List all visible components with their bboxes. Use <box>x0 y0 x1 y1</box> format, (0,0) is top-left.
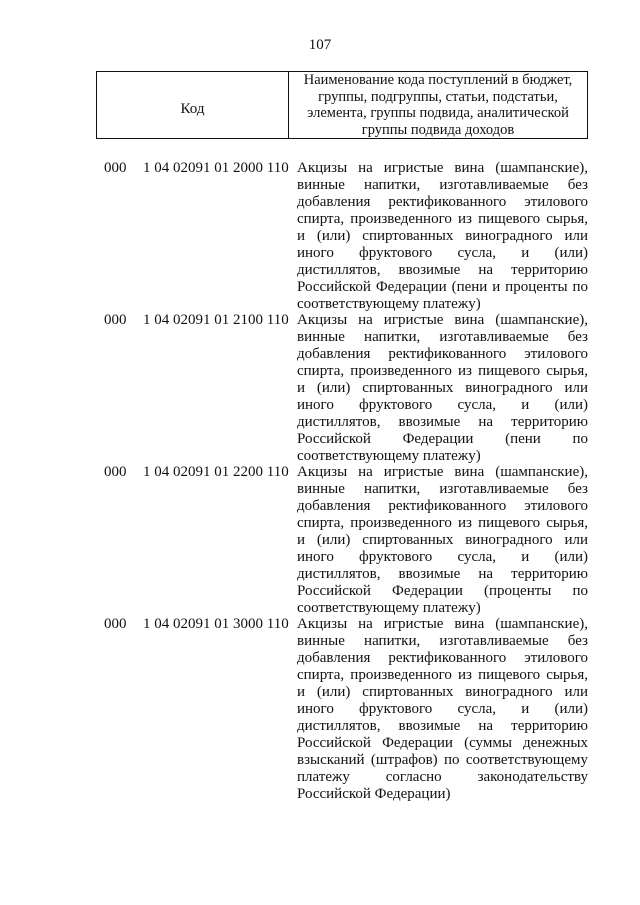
table-row <box>0 616 640 806</box>
row-description: Акцизы на игристые вина (шампанские), винные напитки, изготавливаемые без добавления ректификованного этилового спирта, произведенного из пищевого сырья, и (или) спиртованных виноградного или иного фруктового сусла, и (или) дистиллятов, ввозимые на территорию Российской Федерации (проценты по соответствующему платежу) <box>297 464 588 616</box>
row-description: Акцизы на игристые вина (шампанские), винные напитки, изготавливаемые без добавления ректификованного этилового спирта, произведенного из пищевого сырья, и (или) спиртованных виноградного или иного фруктового сусла, и (или) дистиллятов, ввозимые на территорию Российской Федерации (пени по соответствующему платежу) <box>297 312 588 464</box>
row-group-code: 000 <box>104 312 127 328</box>
table-row <box>0 160 640 312</box>
row-revenue-code: 1 04 02091 01 3000 110 <box>143 616 289 632</box>
row-revenue-code: 1 04 02091 01 2000 110 <box>143 160 289 176</box>
table-body <box>0 160 640 806</box>
row-revenue-code: 1 04 02091 01 2200 110 <box>143 464 289 480</box>
row-description: Акцизы на игристые вина (шампанские), винные напитки, изготавливаемые без добавления ректификованного этилового спирта, произведенного из пищевого сырья, и (или) спиртованных виноградного или иного фруктового сусла, и (или) дистиллятов, ввозимые на территорию Российской Федерации (суммы денежных взысканий (штрафов) по соответствующему платежу согласно законодательству Российской Федерации) <box>297 616 588 802</box>
header-name-column: Наименование кода поступлений в бюджет, группы, подгруппы, статьи, подстатьи, элемента, группы подвида, аналитической группы подвида доходов <box>303 72 573 138</box>
row-group-code: 000 <box>104 616 127 632</box>
row-description: Акцизы на игристые вина (шампанские), винные напитки, изготавливаемые без добавления ректификованного этилового спирта, произведенного из пищевого сырья, и (или) спиртованных виноградного или иного фруктового сусла, и (или) дистиллятов, ввозимые на территорию Российской Федерации (пени и проценты по соответствующему платежу) <box>297 160 588 312</box>
table-row <box>0 312 640 464</box>
header-code-column: Код <box>97 72 289 138</box>
page-number: 107 <box>308 37 332 53</box>
row-group-code: 000 <box>104 160 127 176</box>
table-row <box>0 464 640 616</box>
row-revenue-code: 1 04 02091 01 2100 110 <box>143 312 289 328</box>
row-group-code: 000 <box>104 464 127 480</box>
table-header <box>96 71 588 139</box>
